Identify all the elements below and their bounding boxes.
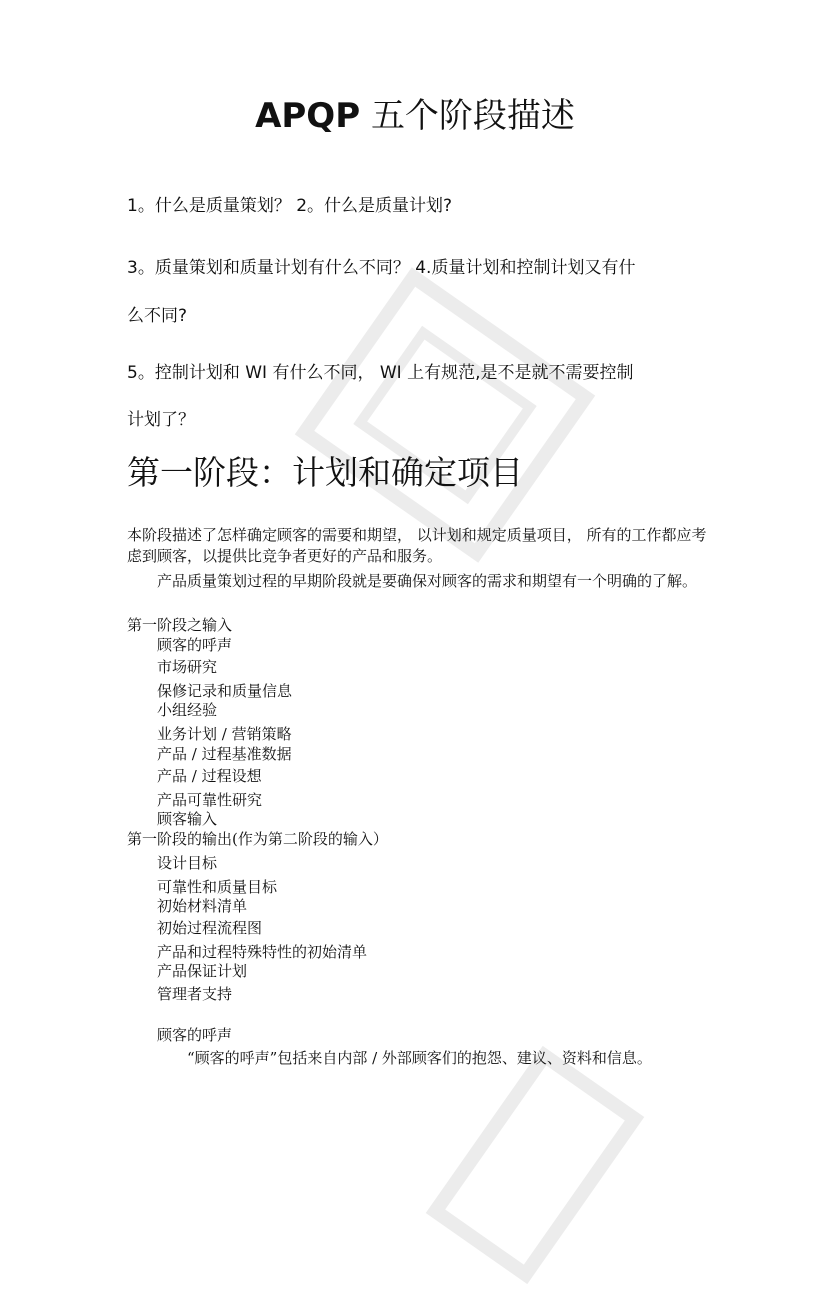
list-item: 产品和过程特殊特性的初始清单 xyxy=(157,943,368,961)
list-item: 小组经验 xyxy=(157,701,218,719)
list-item: 可靠性和质量目标 xyxy=(157,878,278,896)
question-line: 计划了？ xyxy=(127,410,195,430)
watermark-icon xyxy=(408,1028,663,1302)
voc-heading: 顾客的呼声 xyxy=(157,1026,233,1044)
phase-heading: 第一阶段：计划和确定项目 xyxy=(127,453,523,492)
list-item: 设计目标 xyxy=(157,854,218,872)
intro-paragraph: 产品质量策划过程的早期阶段就是要确保对顾客的需求和期望有一个明确的了解。 xyxy=(157,572,698,590)
title-cjk: 五个阶段描述 xyxy=(370,96,575,136)
list-item: 保修记录和质量信息 xyxy=(157,682,293,700)
voc-text: “顾客的呼声”包括来自内部 / 外部顾客们的抱怨、建议、资料和信息。 xyxy=(187,1049,652,1067)
list-item: 产品可靠性研究 xyxy=(157,791,263,809)
question-line: 3。质量策划和质量计划有什么不同？ 4.质量计划和控制计划又有什 xyxy=(127,258,636,278)
question-line: 5。控制计划和 WI 有什么不同， WI 上有规范,是不是就不需要控制 xyxy=(127,363,634,383)
list-item: 产品保证计划 xyxy=(157,962,248,980)
list-item: 产品 / 过程基准数据 xyxy=(157,745,292,763)
title-latin: APQP xyxy=(255,96,361,136)
list-item: 顾客的呼声 xyxy=(157,636,233,654)
outputs-heading: 第一阶段的输出(作为第二阶段的输入） xyxy=(127,830,388,848)
list-item: 初始材料清单 xyxy=(157,897,248,915)
list-item: 市场研究 xyxy=(157,658,218,676)
list-item: 产品 / 过程设想 xyxy=(157,767,262,785)
list-item: 顾客输入 xyxy=(157,810,218,828)
question-line: 1。什么是质量策划？ 2。什么是质量计划? xyxy=(127,196,453,216)
page-title xyxy=(0,88,830,137)
question-line: 么不同? xyxy=(127,306,188,326)
intro-paragraph: 本阶段描述了怎样确定顾客的需要和期望， 以计划和规定质量项目， 所有的工作都应考虑到顾客，以提供比竞争者更好的产品和服务。 xyxy=(127,526,707,565)
list-item: 业务计划 / 营销策略 xyxy=(157,725,292,743)
inputs-heading: 第一阶段之输入 xyxy=(127,616,233,634)
list-item: 初始过程流程图 xyxy=(157,919,263,937)
list-item: 管理者支持 xyxy=(157,985,233,1003)
